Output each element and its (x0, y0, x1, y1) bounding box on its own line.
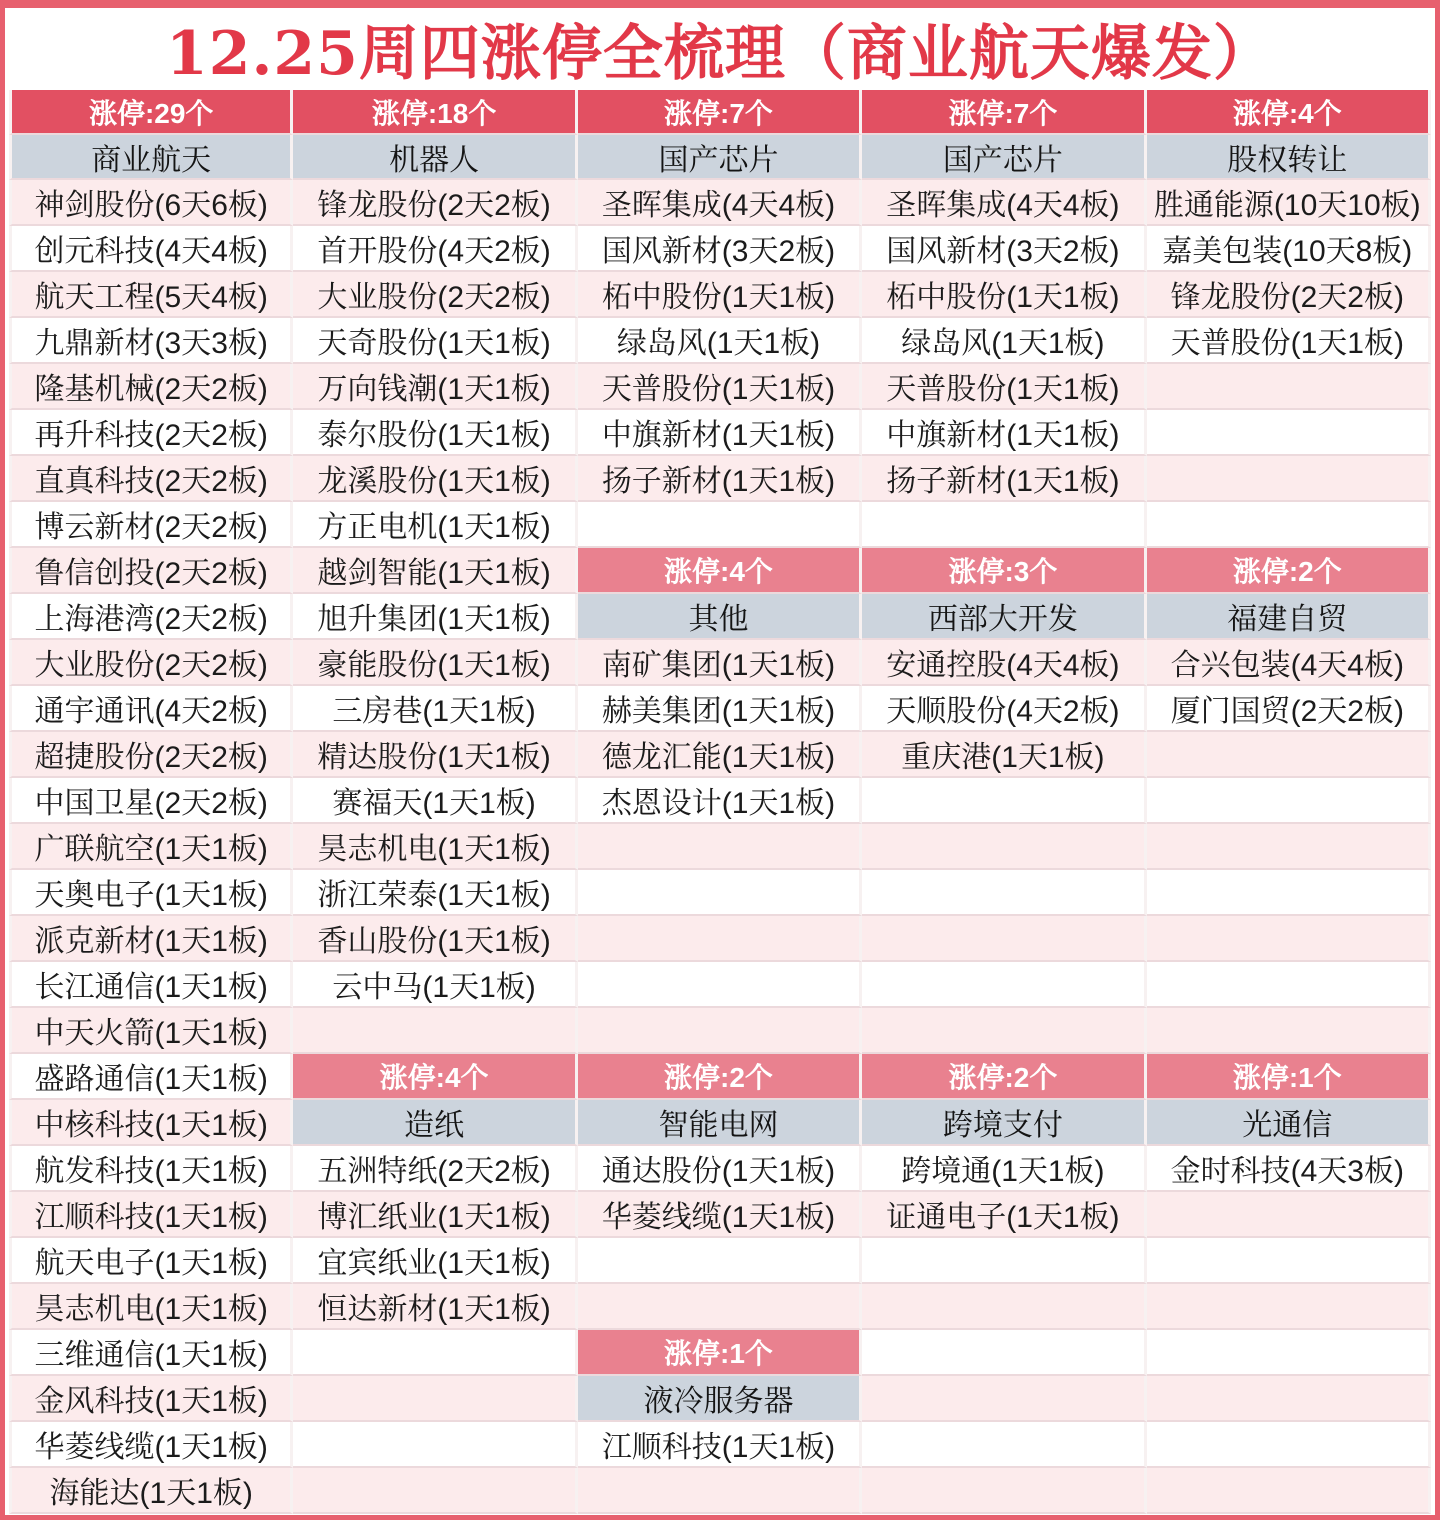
empty-cell (1147, 1192, 1431, 1238)
table-column-4 (862, 90, 1146, 1514)
stock-cell: 精达股份(1天1板) (293, 732, 577, 778)
stock-cell: 通达股份(1天1板) (578, 1146, 862, 1192)
stock-cell: 直真科技(2天2板) (9, 456, 293, 502)
empty-cell (1147, 410, 1431, 456)
stock-cell: 圣晖集成(4天4板) (862, 180, 1146, 226)
empty-cell (578, 1238, 862, 1284)
stock-cell: 大业股份(2天2板) (9, 640, 293, 686)
table-column-5 (1147, 90, 1431, 1514)
stock-cell: 柘中股份(1天1板) (578, 272, 862, 318)
empty-cell (1147, 456, 1431, 502)
count-header-cell: 涨停:1个 (1147, 1054, 1431, 1100)
stock-cell: 锋龙股份(2天2板) (1147, 272, 1431, 318)
count-header-cell: 涨停:2个 (1147, 548, 1431, 594)
stock-cell: 江顺科技(1天1板) (9, 1192, 293, 1238)
stock-cell: 南矿集团(1天1板) (578, 640, 862, 686)
empty-cell (1147, 916, 1431, 962)
stock-cell: 航天工程(5天4板) (9, 272, 293, 318)
empty-cell (862, 1422, 1146, 1468)
empty-cell (578, 962, 862, 1008)
stock-cell: 重庆港(1天1板) (862, 732, 1146, 778)
empty-cell (578, 1468, 862, 1514)
empty-cell (578, 916, 862, 962)
empty-cell (1147, 1422, 1431, 1468)
stock-cell: 上海港湾(2天2板) (9, 594, 293, 640)
stock-cell: 胜通能源(10天10板) (1147, 180, 1431, 226)
stock-cell: 超捷股份(2天2板) (9, 732, 293, 778)
stock-cell: 派克新材(1天1板) (9, 916, 293, 962)
stock-cell: 航发科技(1天1板) (9, 1146, 293, 1192)
count-header-cell: 涨停:1个 (578, 1330, 862, 1376)
stock-cell: 扬子新材(1天1板) (578, 456, 862, 502)
stock-cell: 嘉美包装(10天8板) (1147, 226, 1431, 272)
empty-cell (862, 778, 1146, 824)
count-header-cell: 涨停:29个 (9, 90, 293, 135)
sector-header-cell: 智能电网 (578, 1100, 862, 1146)
table-column-3 (578, 90, 862, 1514)
empty-cell (578, 1284, 862, 1330)
empty-cell (1147, 1008, 1431, 1054)
stock-cell: 香山股份(1天1板) (293, 916, 577, 962)
stock-cell: 鲁信创投(2天2板) (9, 548, 293, 594)
stock-cell: 宜宾纸业(1天1板) (293, 1238, 577, 1284)
empty-cell (578, 824, 862, 870)
stock-cell: 豪能股份(1天1板) (293, 640, 577, 686)
stock-cell: 旭升集团(1天1板) (293, 594, 577, 640)
empty-cell (293, 1008, 577, 1054)
stock-cell: 国风新材(3天2板) (862, 226, 1146, 272)
stock-cell: 博云新材(2天2板) (9, 502, 293, 548)
stock-cell: 天普股份(1天1板) (862, 364, 1146, 410)
stock-cell: 中核科技(1天1板) (9, 1100, 293, 1146)
empty-cell (1147, 732, 1431, 778)
stock-cell: 泰尔股份(1天1板) (293, 410, 577, 456)
stock-cell: 恒达新材(1天1板) (293, 1284, 577, 1330)
stock-cell: 证通电子(1天1板) (862, 1192, 1146, 1238)
stock-cell: 扬子新材(1天1板) (862, 456, 1146, 502)
count-header-cell: 涨停:4个 (293, 1054, 577, 1100)
empty-cell (1147, 364, 1431, 410)
stock-cell: 越剑智能(1天1板) (293, 548, 577, 594)
empty-cell (862, 1376, 1146, 1422)
empty-cell (578, 502, 862, 548)
empty-cell (862, 962, 1146, 1008)
stock-cell: 昊志机电(1天1板) (293, 824, 577, 870)
count-header-cell: 涨停:7个 (862, 90, 1146, 135)
stock-cell: 绿岛风(1天1板) (578, 318, 862, 364)
stock-cell: 五洲特纸(2天2板) (293, 1146, 577, 1192)
empty-cell (862, 916, 1146, 962)
empty-cell (862, 1330, 1146, 1376)
sector-header-cell: 跨境支付 (862, 1100, 1146, 1146)
empty-cell (1147, 1376, 1431, 1422)
empty-cell (862, 824, 1146, 870)
stock-cell: 神剑股份(6天6板) (9, 180, 293, 226)
stock-cell: 海能达(1天1板) (9, 1468, 293, 1514)
stock-cell: 博汇纸业(1天1板) (293, 1192, 577, 1238)
stock-cell: 安通控股(4天4板) (862, 640, 1146, 686)
sector-header-cell: 股权转让 (1147, 135, 1431, 180)
stock-cell: 万向钱潮(1天1板) (293, 364, 577, 410)
stock-cell: 圣晖集成(4天4板) (578, 180, 862, 226)
stock-cell: 航天电子(1天1板) (9, 1238, 293, 1284)
table-column-1 (9, 90, 293, 1514)
stock-cell: 国风新材(3天2板) (578, 226, 862, 272)
stock-cell: 天奥电子(1天1板) (9, 870, 293, 916)
stock-cell: 盛路通信(1天1板) (9, 1054, 293, 1100)
table-column-2 (293, 90, 577, 1514)
limit-up-table (9, 90, 1431, 1514)
empty-cell (1147, 1238, 1431, 1284)
sector-header-cell: 液冷服务器 (578, 1376, 862, 1422)
sector-header-cell: 其他 (578, 594, 862, 640)
stock-cell: 浙江荣泰(1天1板) (293, 870, 577, 916)
sector-header-cell: 造纸 (293, 1100, 577, 1146)
stock-cell: 大业股份(2天2板) (293, 272, 577, 318)
empty-cell (862, 502, 1146, 548)
stock-cell: 柘中股份(1天1板) (862, 272, 1146, 318)
count-header-cell: 涨停:4个 (578, 548, 862, 594)
stock-cell: 天顺股份(4天2板) (862, 686, 1146, 732)
stock-cell: 天普股份(1天1板) (578, 364, 862, 410)
empty-cell (1147, 778, 1431, 824)
sector-header-cell: 西部大开发 (862, 594, 1146, 640)
stock-cell: 金时科技(4天3板) (1147, 1146, 1431, 1192)
stock-cell: 跨境通(1天1板) (862, 1146, 1146, 1192)
stock-cell: 创元科技(4天4板) (9, 226, 293, 272)
empty-cell (1147, 824, 1431, 870)
stock-cell: 绿岛风(1天1板) (862, 318, 1146, 364)
empty-cell (1147, 962, 1431, 1008)
stock-cell: 锋龙股份(2天2板) (293, 180, 577, 226)
empty-cell (862, 1008, 1146, 1054)
stock-cell: 隆基机械(2天2板) (9, 364, 293, 410)
count-header-cell: 涨停:2个 (862, 1054, 1146, 1100)
empty-cell (293, 1422, 577, 1468)
stock-cell: 华菱线缆(1天1板) (578, 1192, 862, 1238)
stock-cell: 厦门国贸(2天2板) (1147, 686, 1431, 732)
stock-cell: 方正电机(1天1板) (293, 502, 577, 548)
sector-header-cell: 机器人 (293, 135, 577, 180)
stock-cell: 金风科技(1天1板) (9, 1376, 293, 1422)
empty-cell (1147, 502, 1431, 548)
empty-cell (293, 1376, 577, 1422)
stock-cell: 中旗新材(1天1板) (862, 410, 1146, 456)
page-title: 12.25周四涨停全梳理（商业航天爆发） (166, 19, 1274, 89)
stock-cell: 中天火箭(1天1板) (9, 1008, 293, 1054)
count-header-cell: 涨停:18个 (293, 90, 577, 135)
stock-cell: 首开股份(4天2板) (293, 226, 577, 272)
empty-cell (293, 1330, 577, 1376)
count-header-cell: 涨停:7个 (578, 90, 862, 135)
stock-cell: 广联航空(1天1板) (9, 824, 293, 870)
sector-header-cell: 福建自贸 (1147, 594, 1431, 640)
empty-cell (862, 1284, 1146, 1330)
empty-cell (862, 1238, 1146, 1284)
sector-header-cell: 国产芯片 (578, 135, 862, 180)
empty-cell (1147, 1468, 1431, 1514)
count-header-cell: 涨停:2个 (578, 1054, 862, 1100)
stock-cell: 天奇股份(1天1板) (293, 318, 577, 364)
stock-cell: 三维通信(1天1板) (9, 1330, 293, 1376)
stock-cell: 赛福天(1天1板) (293, 778, 577, 824)
stock-cell: 昊志机电(1天1板) (9, 1284, 293, 1330)
stock-cell: 天普股份(1天1板) (1147, 318, 1431, 364)
empty-cell (578, 870, 862, 916)
count-header-cell: 涨停:4个 (1147, 90, 1431, 135)
stock-cell: 龙溪股份(1天1板) (293, 456, 577, 502)
stock-cell: 再升科技(2天2板) (9, 410, 293, 456)
sector-header-cell: 光通信 (1147, 1100, 1431, 1146)
empty-cell (293, 1468, 577, 1514)
empty-cell (578, 1008, 862, 1054)
count-header-cell: 涨停:3个 (862, 548, 1146, 594)
stock-cell: 通宇通讯(4天2板) (9, 686, 293, 732)
stock-cell: 三房巷(1天1板) (293, 686, 577, 732)
sector-header-cell: 商业航天 (9, 135, 293, 180)
empty-cell (1147, 870, 1431, 916)
stock-cell: 九鼎新材(3天3板) (9, 318, 293, 364)
empty-cell (862, 870, 1146, 916)
stock-cell: 杰恩设计(1天1板) (578, 778, 862, 824)
stock-cell: 长江通信(1天1板) (9, 962, 293, 1008)
stock-cell: 华菱线缆(1天1板) (9, 1422, 293, 1468)
empty-cell (862, 1468, 1146, 1514)
empty-cell (1147, 1284, 1431, 1330)
stock-cell: 德龙汇能(1天1板) (578, 732, 862, 778)
stock-cell: 赫美集团(1天1板) (578, 686, 862, 732)
stock-cell: 中旗新材(1天1板) (578, 410, 862, 456)
empty-cell (1147, 1330, 1431, 1376)
sector-header-cell: 国产芯片 (862, 135, 1146, 180)
stock-cell: 合兴包装(4天4板) (1147, 640, 1431, 686)
stock-cell: 江顺科技(1天1板) (578, 1422, 862, 1468)
stock-cell: 中国卫星(2天2板) (9, 778, 293, 824)
stock-cell: 云中马(1天1板) (293, 962, 577, 1008)
